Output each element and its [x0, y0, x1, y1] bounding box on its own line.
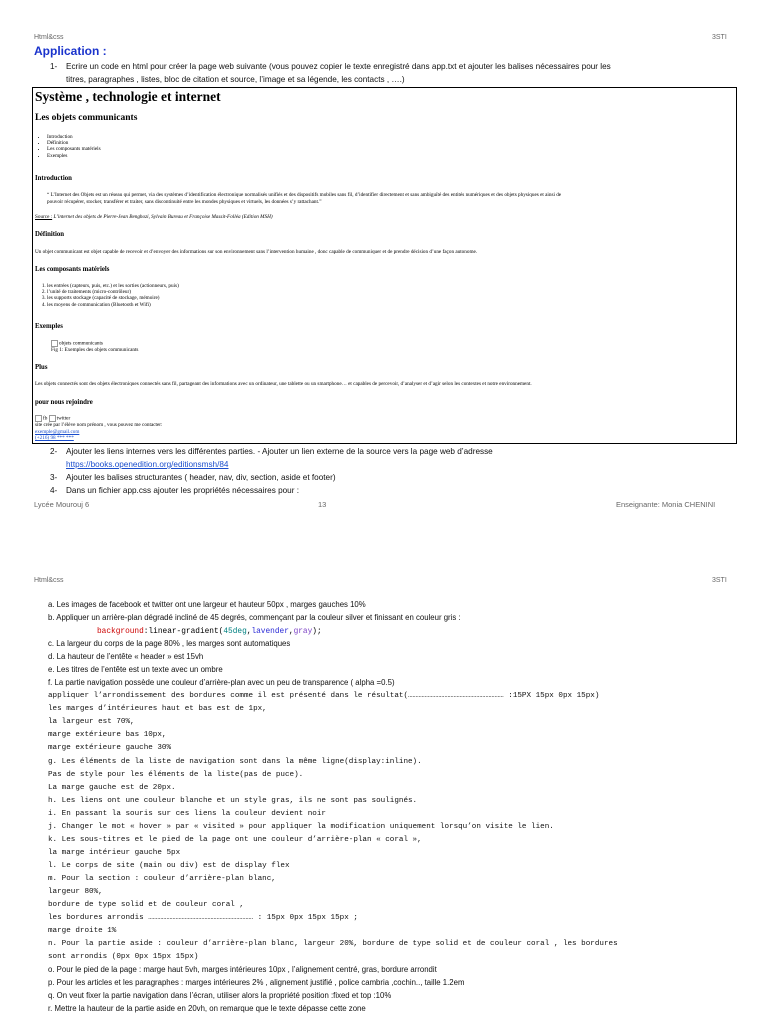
question-text: Ecrire un code en html pour créer la page web suivante (vous pouvez copier le texte enregistré dans app.txt et ajouter les balises nécessaires pour les [66, 62, 611, 71]
twitter-alt[interactable]: twitter [56, 415, 71, 422]
instruction-m: m. Pour la section : couleur d’arrière-plan blanc, [48, 875, 276, 883]
footer-school: Lycée Mourouj 6 [34, 500, 90, 509]
quote-line: “ L’Internet des Objets est un réseau qui permet, via des systèmes d’identification électronique normalisés unifiés et des dispositifs mobiles sans fil, d’identifier directement et sans ambiguïté des entités numériques et des objets physiques et ainsi de [47, 192, 562, 198]
preview-comp-title: Les composants matériels [35, 266, 110, 273]
source-label: Source : [35, 214, 53, 220]
figure-image [51, 340, 138, 347]
comp-item: 2. l’unité de traitements (micro-contrôleur) [47, 289, 179, 295]
figure-caption: Fig 1: Exemples des objets communicants [51, 347, 139, 354]
preview-subtitle: Les objets communicants [35, 113, 138, 123]
twitter-broken-image-icon[interactable] [49, 415, 56, 422]
webpage-preview [32, 87, 737, 444]
toc-item: • Introduction [47, 134, 101, 140]
instruction-k: k. Les sous-titres et le pied de la page ont une couleur d’arrière-plan « coral », [48, 836, 422, 844]
preview-plus-title: Plus [35, 364, 48, 371]
instruction-h: h. Les liens ont une couleur blanche et un style gras, ils ne sont pas soulignés. [48, 797, 418, 805]
preview-plus-text: Les objets connectés sont des objets électroniques connectés sans fil, partageant des informations avec un ordinateur, une tablette ou un smartphone… et capables de percevoir, d’analyser et d’agir selon les contextes et notre environnement. [35, 381, 532, 387]
instruction-g-cont: Pas de style pour les éléments de la liste(pas de puce). [48, 771, 304, 779]
instruction-k-cont: la marge intérieur gauche 5px [48, 849, 181, 857]
image-alt-text: objets communicants [59, 340, 103, 347]
broken-image-icon [51, 340, 58, 347]
instruction-l: l. Le corps de site (main ou div) est de display flex [48, 862, 290, 870]
instruction-g-cont: La marge gauche est de 20px. [48, 784, 176, 792]
instruction-p: p. Pour les articles et les paragraphes : marges intérieures 2% , alignement justifié , police cambria ,cochin.., taille 1.2em [48, 978, 465, 987]
facebook-alt[interactable]: fb [43, 415, 48, 422]
question-text-cont: titres, paragraphes , listes, bloc de citation et source, l’image et sa légende, les contacts , ….) [66, 75, 405, 84]
instruction-m-cont: largeur 80%, [48, 888, 103, 896]
instruction-f-cont: marge extérieure gauche 30% [48, 744, 172, 752]
css-function: linear-gradient( [148, 628, 224, 636]
source-text: L’internet des objets de Pierre-Jean Benghozi, Sylvain Bureau et Françoise Massit-Folléa (Edition MSH) [53, 214, 273, 220]
instruction-n: n. Pour la partie aside : couleur d’arrière-plan blanc, largeur 20%, bordure de type solid et de couleur coral , les bordures [48, 940, 618, 948]
instruction-i: i. En passant la souris sur ces liens la couleur devient noir [48, 810, 326, 818]
instruction-f-cont: la largeur est 70%, [48, 718, 135, 726]
question-1 [50, 60, 740, 88]
instruction-g: g. Les éléments de la liste de navigation sont dans la même ligne(display:inline). [48, 758, 422, 766]
question-text: Ajouter les liens internes vers les différentes parties. - Ajouter un lien externe de la source vers la page web d’adresse [66, 447, 493, 456]
toc-item: • Les composants matériels [47, 146, 101, 152]
question-text: Dans un fichier app.css ajouter les propriétés nécessaires pour : [66, 486, 300, 495]
footer-teacher: Enseignante: Monia CHENINI [616, 500, 716, 509]
page2-header-left: Html&css [34, 577, 64, 584]
question-4 [50, 484, 740, 497]
question-2 [50, 445, 740, 473]
email-link[interactable]: exemple@gmail.com [35, 428, 80, 435]
instruction-d: d. La hauteur de l’entête « header » est 15vh [48, 652, 204, 661]
css-end: ); [312, 628, 322, 636]
preview-blockquote [47, 192, 735, 205]
comp-item: 3. les supports stockage (capacité de stockage, mémoire) [47, 295, 179, 301]
instruction-f-cont: les marges d’intérieures haut et bas est de 1px, [48, 705, 267, 713]
question-number: 4- [50, 486, 58, 495]
page-header-left: Html&css [34, 34, 64, 41]
css-colon: : [143, 628, 149, 636]
application-title: Application : [34, 44, 107, 58]
toc-item: • Exemples [47, 153, 101, 159]
question-3 [50, 471, 740, 484]
preview-toc-list [47, 134, 101, 159]
question-number: 2- [50, 447, 58, 456]
css-color-1: lavender [251, 628, 289, 636]
preview-def-title: Définition [35, 231, 65, 238]
comp-item: 1. les entrées (capteurs, puis, etc.) et les sorties (actionneurs, puis) [47, 283, 179, 289]
preview-contact-block [35, 415, 162, 442]
preview-intro-title: Introduction [35, 175, 72, 182]
question-text: Ajouter les balises structurantes ( header, nav, div, section, aside et footer) [66, 473, 336, 482]
css-comma: , [246, 628, 252, 636]
preview-main-title: Système , technologie et internet [35, 89, 221, 104]
instruction-c: c. La largeur du corps de la page 80% , les marges sont automatiques [48, 639, 291, 648]
facebook-broken-image-icon[interactable] [35, 415, 42, 422]
page2-header-right: 3STI [712, 577, 727, 584]
social-icons [35, 415, 162, 422]
comp-item: 4. les moyens de communication (Bluetooth et Wifi) [47, 302, 179, 308]
instruction-m-cont: les bordures arrondis …………………………………………………………… : 15px 0px 15px 15px ; [48, 914, 358, 922]
question-number: 3- [50, 473, 58, 482]
instruction-j: j. Changer le mot « hover » par « visited » pour appliquer la modification uniquement lorsqu’on visite le lien. [48, 823, 554, 831]
page-header-right: 3STI [712, 34, 727, 41]
instruction-r: r. Mettre la hauteur de la partie aside en 20vh, on remarque que le texte dépasse cette zone [48, 1004, 366, 1013]
instruction-b: b. Appliquer un arrière-plan dégradé incliné de 45 degrés, commençant par la couleur silver et finissant en couleur gris : [48, 613, 461, 622]
instruction-m-cont: bordure de type solid et de couleur coral , [48, 901, 244, 909]
css-angle: 45deg [223, 628, 247, 636]
instruction-n-cont: sont arrondis (0px 0px 15px 15px) [48, 953, 199, 961]
quote-line: pouvoir récupérer, stocker, transférer et traiter, sans discontinuité entre les mondes physiques et virtuels, les données s’y rattachant.” [47, 198, 322, 205]
css-comma: , [288, 628, 294, 636]
instruction-o: o. Pour le pied de la page : marge haut 5vh, marges intérieures 10px , l’alignement centré, gras, bordure arrondit [48, 965, 437, 974]
phone-link[interactable]: (+216) 98 *** *** [35, 435, 74, 442]
question-number: 1- [50, 62, 58, 71]
preview-contact-title: pour nous rejoindre [35, 399, 93, 406]
preview-comp-list [47, 283, 179, 308]
preview-figure [51, 340, 138, 354]
instruction-f-cont: appliquer l’arrondissement des bordures comme il est présenté dans le résultat(……………………………………………………… :15PX 15px 0px 15px) [48, 692, 600, 700]
css-color-2: gray [293, 628, 313, 636]
css-property: background [97, 628, 144, 636]
preview-ex-title: Exemples [35, 323, 63, 330]
contact-line: site crée par l’élève nom prénom , vous pouvez me contacter: [35, 422, 163, 429]
preview-def-text: Un objet communicant est objet capable de recevoir et d’envoyer des informations sur son environnement sans l’intervention humaine , donc capable de communiquer et de prendre décision d’une façon autonome. [35, 249, 478, 255]
toc-item: • Définition [47, 140, 101, 146]
source-url-link[interactable]: https://books.openedition.org/editionsmsh/84 [66, 460, 229, 469]
footer-page-number: 13 [318, 500, 327, 509]
instruction-f: f. La partie navigation possède une couleur d’arrière-plan avec un peu de transparence ( alpha =0.5) [48, 678, 395, 687]
instruction-e: e. Les titres de l’entête est un texte avec un ombre [48, 665, 223, 674]
instruction-a: a. Les images de facebook et twitter ont une largeur et hauteur 50px , marges gauches 10% [48, 600, 366, 609]
instruction-m-cont: marge droite 1% [48, 927, 117, 935]
preview-source [35, 214, 273, 221]
instruction-f-cont: marge extérieure bas 10px, [48, 731, 167, 739]
css-code-snippet [97, 625, 322, 639]
instruction-q: q. On veut fixer la partie navigation dans l’écran, utiliser alors la propriété position :fixed et top :10% [48, 991, 392, 1000]
